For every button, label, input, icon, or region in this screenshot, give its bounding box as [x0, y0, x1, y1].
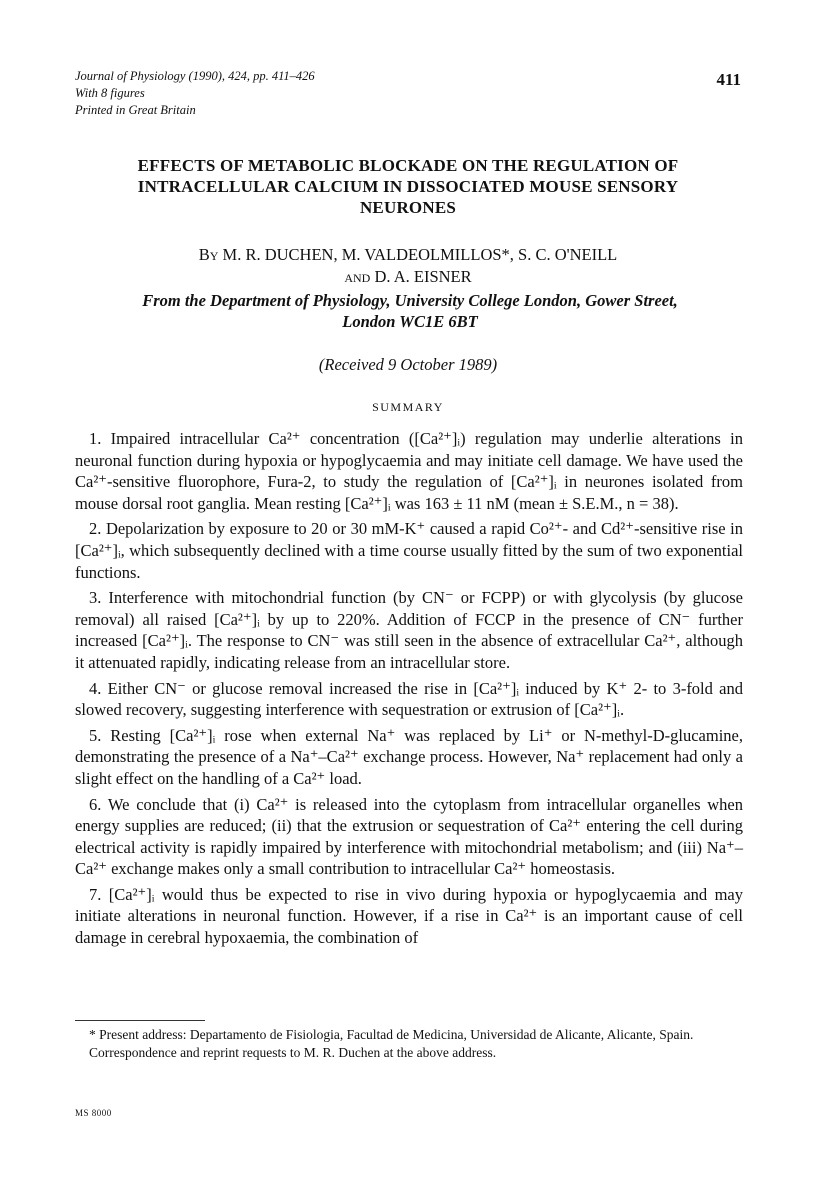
- article-title: [70, 155, 746, 218]
- summary-heading: SUMMARY: [372, 400, 444, 414]
- journal-header: [75, 68, 315, 119]
- received-date: (Received 9 October 1989): [318, 355, 498, 374]
- authors-line-2: D. A. EISNER: [374, 267, 472, 286]
- summary-paragraph: 2. Depolarization by exposure to 20 or 30 mM-K⁺ caused a rapid Co²⁺- and Cd²⁺-sensitive rise in [Ca²⁺]ᵢ, which subsequently declined with a time course usually fitted by the sum of two exponential functions.: [75, 519, 743, 582]
- and-label: and: [344, 267, 371, 286]
- affiliation: [90, 290, 730, 332]
- affiliation-line: London WC1E 6BT: [342, 312, 478, 331]
- printed-note: Printed in Great Britain: [75, 103, 196, 117]
- summary-paragraph: 4. Either CN⁻ or glucose removal increased the rise in [Ca²⁺]ᵢ induced by K⁺ 2- to 3-fold and slowed recovery, suggesting interference with sequestration or extrusion of [Ca²⁺]ᵢ.: [75, 678, 743, 720]
- summary-paragraph: 5. Resting [Ca²⁺]ᵢ rose when external Na⁺ was replaced by Li⁺ or N-methyl-D-glucamine, demonstrating the presence of a Na⁺–Ca²⁺ exchange process. However, Na⁺ replacement had only a slight effect on the handling of a Ca²⁺ load.: [75, 725, 743, 788]
- footnote: Correspondence and reprint requests to M. R. Duchen at the above address.: [89, 1044, 497, 1060]
- footnote: * Present address: Departamento de Fisiologia, Facultad de Medicina, Universidad de Alicante, Alicante, Spain.: [89, 1027, 694, 1042]
- summary-paragraph: 6. We conclude that (i) Ca²⁺ is released into the cytoplasm from intracellular organelles when energy supplies are reduced; (ii) that the extrusion or sequestration of Ca²⁺ entering the cell during electrical activity is rapidly impaired by interference with mitochondrial metabolism; and (iii) Na⁺–Ca²⁺ exchange makes only a small contribution to intracellular Ca²⁺ homeostasis.: [75, 794, 743, 879]
- by-label: By: [198, 245, 219, 264]
- title-line: EFFECTS OF METABOLIC BLOCKADE ON THE REGULATION OF: [137, 156, 679, 175]
- authors-line-1: M. R. DUCHEN, M. VALDEOLMILLOS*, S. C. O'NEILL: [222, 245, 618, 264]
- affiliation-line: From the Department of Physiology, University College London, Gower Street,: [142, 291, 678, 310]
- summary-body: [75, 428, 743, 953]
- manuscript-number: MS 8000: [75, 1108, 112, 1118]
- summary-paragraph: 1. Impaired intracellular Ca²⁺ concentration ([Ca²⁺]ᵢ) regulation may underlie alterations in neuronal function during hypoxia or hypoglycaemia and may initiate cell damage. We have used the Ca²⁺-sensitive fluorophore, Fura-2, to study the regulation of [Ca²⁺]ᵢ in neurones isolated from mouse dorsal root ganglia. Mean resting [Ca²⁺]ᵢ was 163 ± 11 nM (mean ± S.E.M., n = 38).: [75, 429, 743, 513]
- title-line: NEURONES: [359, 198, 457, 217]
- figures-note: With 8 figures: [75, 86, 145, 100]
- summary-paragraph: 7. [Ca²⁺]ᵢ would thus be expected to rise in vivo during hypoxia or hypoglycaemia and may initiate alterations in neuronal function. However, if a rise in Ca²⁺ is an important cause of cell damage in cerebral hypoxaemia, the combination of: [75, 884, 743, 948]
- footnotes: [75, 1026, 743, 1061]
- summary-paragraph: 3. Interference with mitochondrial function (by CN⁻ or FCPP) or with glycolysis (by glucose removal) all raised [Ca²⁺]ᵢ by up to 220%. Addition of FCCP in the presence of CN⁻ further increased [Ca²⁺]ᵢ. The response to CN⁻ was still seen in the absence of extracellular Ca²⁺, although it attenuated rapidly, indicating release from an intracellular store.: [75, 588, 743, 672]
- author-list: [70, 244, 746, 288]
- title-line: INTRACELLULAR CALCIUM IN DISSOCIATED MOUSE SENSORY: [137, 177, 679, 196]
- page-number: 411: [716, 70, 741, 89]
- footnote-divider: [75, 1020, 205, 1021]
- journal-citation: Journal of Physiology (1990), 424, pp. 411–426: [75, 69, 315, 83]
